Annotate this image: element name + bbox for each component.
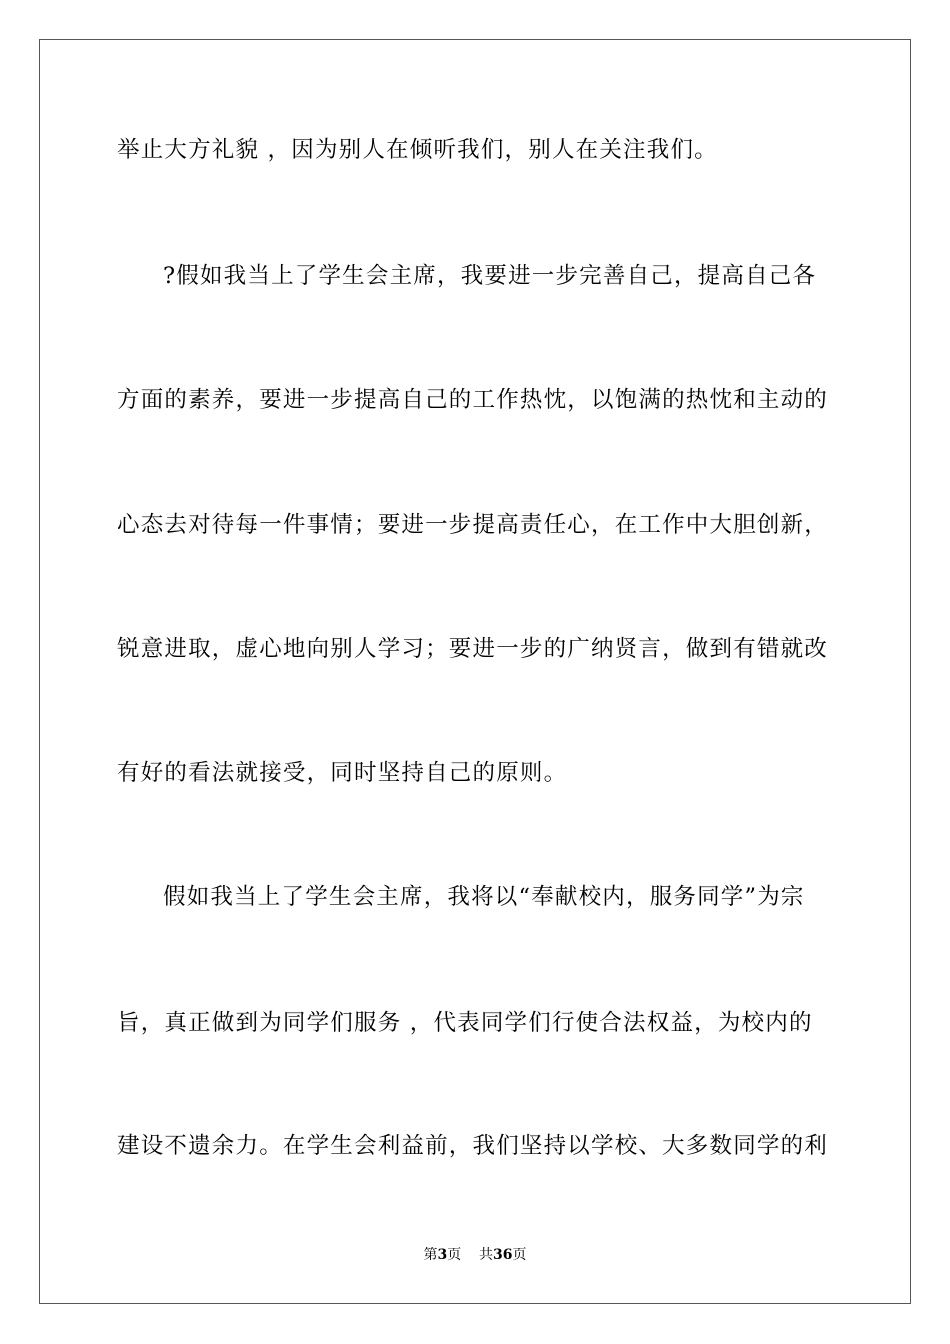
text-line: 心态去对待每一件事情；要进一步提高责任心，在工作中大胆创新， bbox=[117, 512, 829, 538]
page-prefix: 第 bbox=[423, 1247, 438, 1263]
page-number: 3 bbox=[437, 1247, 448, 1263]
text-line: 方面的素养，要进一步提高自己的工作热忱，以饱满的热忱和主动的 bbox=[117, 387, 829, 413]
text-line: 建设不遗余力。在学生会利益前，我们坚持以学校、大多数同学的利 bbox=[117, 1133, 829, 1159]
text-line: 举止大方礼貌 ，因为别人在倾听我们，别人在关注我们。 bbox=[117, 137, 718, 163]
total-pages: 36 bbox=[493, 1247, 513, 1263]
paragraph-start-line: ?假如我当上了学生会主席，我要进一步完善自己，提高自己各 bbox=[163, 263, 817, 289]
total-suffix: 页 bbox=[512, 1247, 527, 1263]
page-footer bbox=[0, 1246, 950, 1264]
total-prefix: 共 bbox=[479, 1247, 494, 1263]
text-line: 锐意进取，虚心地向别人学习；要进一步的广纳贤言，做到有错就改 bbox=[117, 636, 829, 662]
text-line: 有好的看法就接受，同时坚持自己的原则。 bbox=[117, 760, 568, 786]
text-line: 旨，真正做到为同学们服务 ，代表同学们行使合法权益，为校内的 bbox=[117, 1010, 813, 1036]
paragraph-start-line: 假如我当上了学生会主席，我将以“奉献校内，服务同学”为宗 bbox=[163, 884, 805, 910]
page-suffix: 页 bbox=[447, 1247, 462, 1263]
page-frame bbox=[39, 39, 911, 1304]
